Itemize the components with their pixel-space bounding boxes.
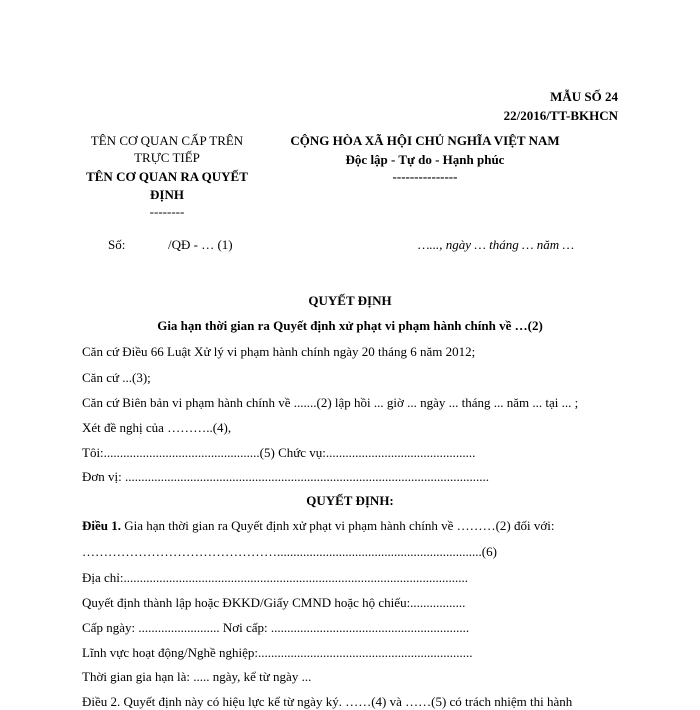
number-label: Số: [108,237,126,252]
date-line: …..., ngày … tháng … năm … [418,237,575,252]
article1-line: Địa chỉ:.......................................................................................................... [82,570,469,585]
superior-agency-line1: TÊN CƠ QUAN CẤP TRÊN [90,133,244,148]
national-motto: Độc lập - Tự do - Hạnh phúc [345,152,505,167]
article1-line: Cấp ngày: ......................... Nơi cấp: ............................................................. [82,620,470,635]
superior-agency-line2: TRỰC TIẾP [134,150,200,165]
form-code-line2: 22/2016/TT-BKHCN [503,108,618,123]
right-header-divider: --------------- [392,169,458,184]
left-header-divider: -------- [149,204,185,219]
article1-intro [82,518,554,534]
article1-text: Gia hạn thời gian ra Quyết định xử phạt vi phạm hành chính về ………(2) đối với: [121,518,555,533]
article1-line: Lĩnh vực hoạt động/Nghề nghiệp:.................................................................. [82,645,473,660]
number-value: /QĐ - … (1) [168,237,233,252]
document-title: QUYẾT ĐỊNH [308,293,392,308]
document-subtitle: Gia hạn thời gian ra Quyết định xử phạt vi phạm hành chính về …(2) [157,318,543,333]
issuing-agency-line2: ĐỊNH [150,187,184,202]
issuing-agency-line1: TÊN CƠ QUAN RA QUYẾT [86,169,248,184]
decision-heading: QUYẾT ĐỊNH: [306,493,394,508]
form-code-line1: MẪU SỐ 24 [550,89,618,104]
preamble-line: Tôi:................................................(5) Chức vụ:.............................................. [82,445,476,460]
country-name: CỘNG HÒA XÃ HỘI CHỦ NGHĨA VIỆT NAM [290,133,560,148]
preamble-line: Căn cứ ...(3); [82,370,151,385]
article1-line: Thời gian gia hạn là: ..... ngày, kể từ ngày ... [82,669,312,684]
preamble-line: Xét đề nghị của ………..(4), [82,420,232,435]
article1-line: ………………………………………...............................................................(6) [82,544,497,559]
preamble-line: Đơn vị: ................................................................................................................ [82,469,489,484]
preamble-line: Căn cứ Điều 66 Luật Xử lý vi phạm hành chính ngày 20 tháng 6 năm 2012; [82,344,476,359]
article1-line: Quyết định thành lập hoặc ĐKKD/Giấy CMND hoặc hộ chiếu:................. [82,595,466,610]
article2-partial: Điều 2. Quyết định này có hiệu lực kể từ ngày ký. ……(4) và ……(5) có trách nhiệm thi hành [82,694,573,709]
article1-label: Điều 1. [82,518,121,533]
preamble-line: Căn cứ Biên bản vi phạm hành chính về .......(2) lập hồi ... giờ ... ngày ... tháng ... năm ... tại ... ; [82,395,579,410]
